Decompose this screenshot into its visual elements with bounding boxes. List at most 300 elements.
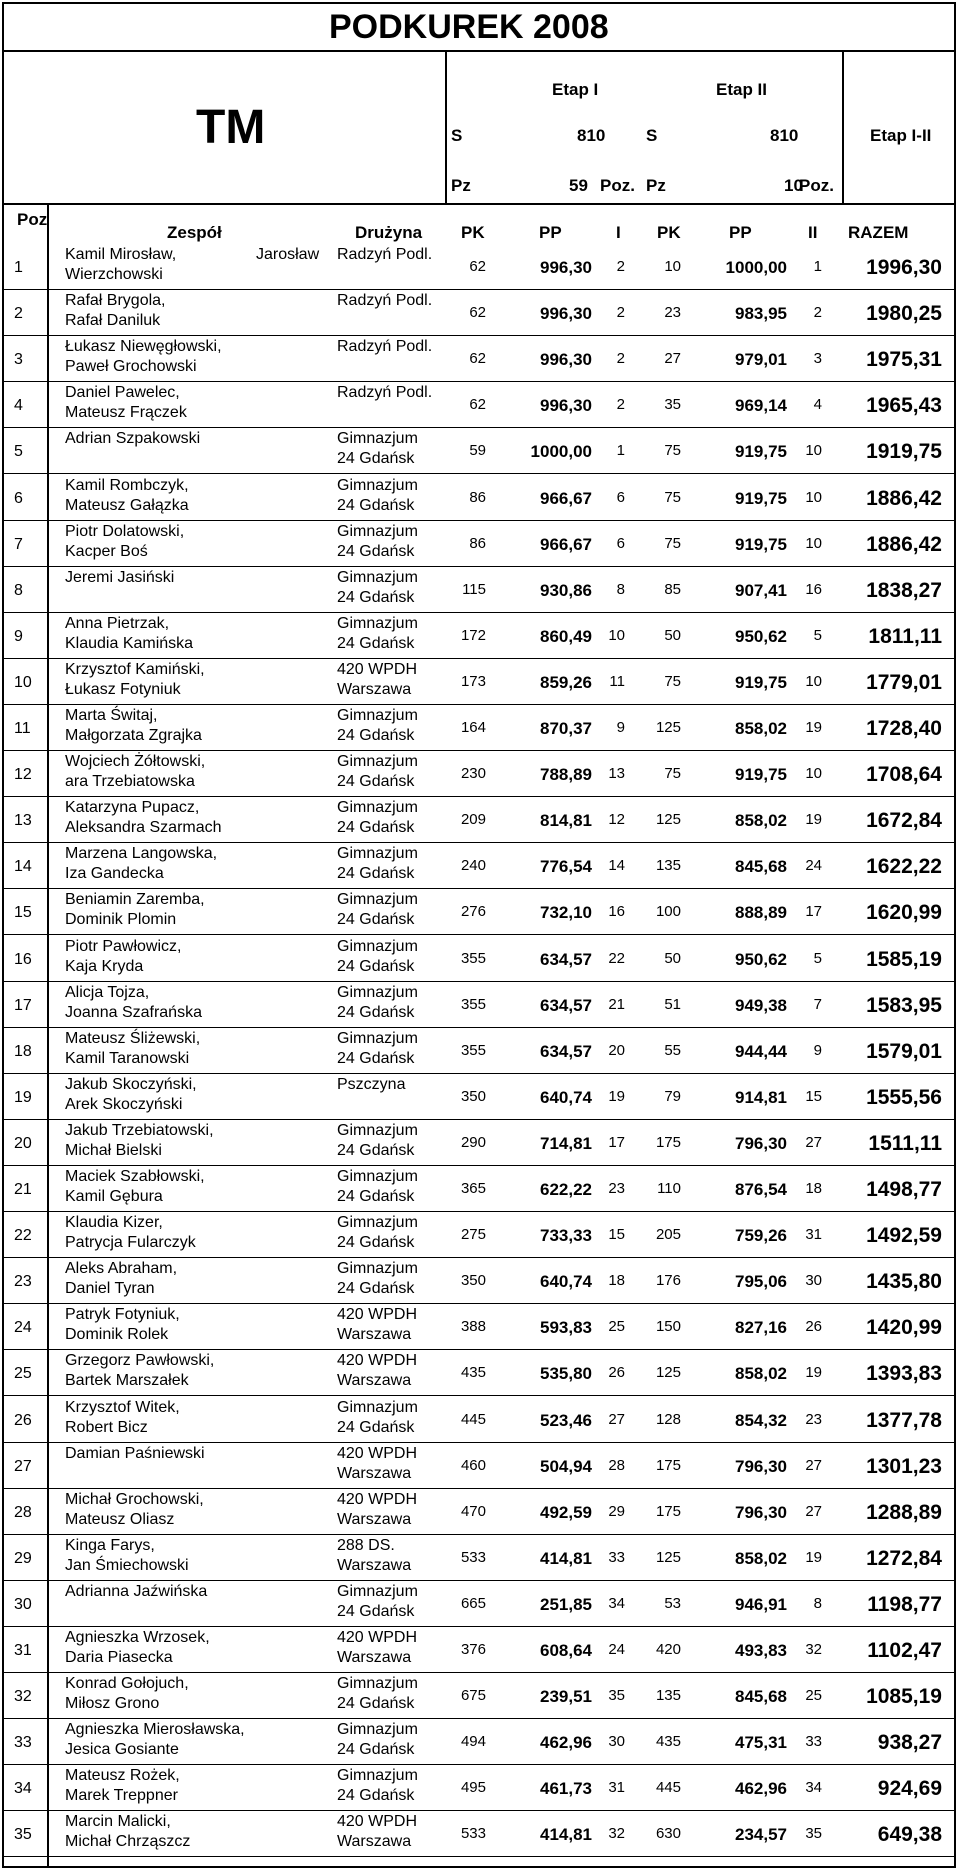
row-place2: 32 [805,1641,822,1658]
row-zespol-2: Patrycja Fularczyk [65,1234,196,1252]
row-pk1: 388 [460,1318,486,1336]
row-zespol-2: Aleksandra Szarmach [65,819,222,837]
row-zespol-2: Wierzchowski [65,266,163,283]
row-druzyna-1: Radzyń Podl. [337,384,433,402]
row-poz: 4 [14,397,23,415]
row-druzyna-2: 24 Gdańsk [337,450,415,468]
row-poz: 11 [14,720,31,737]
table-row [4,1811,954,1857]
row-pk2: 55 [664,1041,681,1059]
row-pp1: 930,86 [540,580,592,600]
row-pk2: 75 [664,488,681,506]
row-poz: 2 [14,305,23,323]
row-razem: 1811,11 [868,624,942,648]
row-place1: 9 [616,719,625,736]
row-pk1: 376 [460,1641,486,1658]
row-zespol-1: Alicja Tojza, [65,983,150,1001]
row-pk2: 630 [655,1825,681,1843]
row-pp2: 796,30 [735,1502,787,1522]
row-druzyna-2: Warszawa [337,1510,412,1528]
row-poz: 21 [14,1181,32,1198]
row-druzyna-1: 420 WPDH [337,1306,418,1324]
row-place2: 23 [805,1410,822,1428]
row-pk2: 75 [664,442,681,460]
row-place2: 15 [805,1087,822,1105]
row-razem: 1975,31 [866,348,942,372]
row-pp1: 714,81 [540,1133,592,1153]
row-pk1: 276 [460,903,486,921]
row-place2: 16 [805,580,822,598]
row-razem: 1579,01 [866,1039,942,1063]
row-zespol-1: Adrianna Jaźwińska [65,1582,208,1600]
row-razem: 649,38 [877,1823,942,1847]
row-zespol-1: Kamil Mirosław, [65,246,177,263]
row-pk2: 50 [664,626,681,644]
row-druzyna-2: 24 Gdańsk [337,1418,415,1436]
row-place2: 18 [805,1180,822,1197]
row-druzyna-2: 24 Gdańsk [337,588,415,606]
row-place2: 27 [805,1456,822,1474]
row-pk2: 420 [655,1641,681,1658]
col-header-razem: RAZEM [848,223,909,242]
row-zespol-2: Marek Treppner [65,1787,178,1805]
row-druzyna-2: 24 Gdańsk [337,819,415,837]
row-zespol-2: Arek Skoczyński [65,1095,183,1113]
row-zespol-2: Bartek Marszałek [65,1372,189,1390]
row-pp1: 996,30 [540,350,592,370]
row-pp2: 795,06 [735,1272,787,1292]
row-place2: 10 [805,442,822,460]
row-pk2: 110 [657,1180,681,1197]
row-place1: 28 [608,1456,625,1474]
row-place1: 14 [608,857,625,875]
row-pp1: 996,30 [540,258,592,277]
row-pp2: 919,75 [735,534,787,554]
row-place1: 1 [616,442,625,460]
row-zespol-1: Grzegorz Pawłowski, [65,1352,215,1370]
row-pp2: 946,91 [735,1594,787,1614]
row-druzyna-2: 24 Gdańsk [337,1141,415,1159]
row-pp1: 966,67 [540,534,592,554]
row-pk2: 125 [655,811,681,829]
row-druzyna-1: 420 WPDH [337,660,418,678]
row-razem: 1980,25 [866,302,942,326]
row-zespol-1: Piotr Pawłowicz, [65,937,182,955]
row-zespol-1: Krzysztof Witek, [65,1398,180,1416]
row-zespol-2: Dominik Plomin [65,911,177,929]
row-pp2: 949,38 [735,995,787,1015]
row-pp1: 634,57 [540,949,592,969]
row-poz: 30 [14,1595,32,1613]
row-pp2: 493,83 [735,1641,787,1660]
row-place1: 19 [608,1087,625,1105]
row-pp1: 622,22 [540,1180,592,1199]
row-zespol-1: Michał Grochowski, [65,1490,204,1508]
row-pp2: 969,14 [735,396,787,416]
row-druzyna-2: 24 Gdańsk [337,1003,415,1021]
row-pk2: 85 [664,580,681,598]
row-poz: 29 [14,1549,32,1567]
row-zespol-2: Michał Bielski [65,1141,162,1159]
row-druzyna-1: Gimnazjum [337,522,418,540]
row-druzyna-2: 24 Gdańsk [337,1787,415,1805]
row-zespol-2: Łukasz Fotyniuk [65,680,181,698]
row-razem: 938,27 [877,1731,942,1755]
row-poz: 14 [14,858,32,876]
col-header-ii: II [808,223,818,242]
row-place2: 25 [805,1687,822,1705]
row-place2: 17 [805,903,822,921]
row-zespol-1: Klaudia Kizer, [65,1214,163,1232]
row-place2: 7 [813,995,822,1013]
row-pp1: 634,57 [540,1041,592,1061]
row-druzyna-2: 24 Gdańsk [337,727,415,744]
row-poz: 20 [14,1134,32,1152]
row-druzyna-2: 24 Gdańsk [337,773,415,791]
row-druzyna-1: Gimnazjum [337,1260,418,1278]
row-zespol-2: Daria Piasecka [65,1649,173,1666]
row-razem: 1708,64 [866,763,942,787]
row-druzyna-1: Gimnazjum [337,1214,418,1232]
row-place1: 8 [616,580,625,598]
row-razem: 1838,27 [866,578,942,602]
row-druzyna-1: Gimnazjum [337,1121,418,1139]
row-razem: 1288,89 [866,1500,942,1524]
row-druzyna-1: Pszczyna [337,1075,406,1093]
row-pk1: 355 [460,995,486,1013]
row-zespol-1: Jakub Skoczyński, [65,1075,197,1093]
table-row [4,843,954,889]
row-pk1: 209 [460,811,486,829]
row-pp2: 858,02 [735,719,787,738]
row-place2: 31 [805,1226,822,1244]
row-place2: 10 [805,534,822,552]
table-row [4,1350,954,1396]
row-pk1: 460 [460,1456,486,1474]
row-razem: 1393,83 [866,1362,942,1386]
row-pp1: 239,51 [540,1687,592,1707]
row-pk2: 75 [664,765,681,783]
row-place1: 6 [616,488,625,506]
table-row [4,475,954,521]
row-poz: 31 [14,1642,32,1659]
row-razem: 1620,99 [866,901,942,925]
row-place2: 19 [805,719,822,736]
row-place1: 23 [608,1180,625,1197]
row-pk2: 128 [655,1410,681,1428]
row-zespol-1: Mateusz Rożek, [65,1767,180,1785]
row-zespol-2: ara Trzebiatowska [65,773,195,791]
row-zespol-2: Jesica Gosiante [65,1741,179,1759]
row-pp2: 827,16 [735,1318,787,1338]
row-pp1: 966,67 [540,488,592,508]
table-row [4,982,954,1028]
table-row [4,1673,954,1719]
row-poz: 22 [14,1227,32,1245]
row-zespol-1: Marzena Langowska, [65,845,218,863]
row-pp1: 608,64 [540,1641,592,1660]
row-pk2: 75 [664,534,681,552]
row-pp2: 888,89 [735,903,787,923]
row-druzyna-2: 24 Gdańsk [337,542,415,560]
col-divider-etap12 [842,50,844,203]
row-place2: 10 [805,672,822,690]
pz1-poz: Poz. [600,176,635,195]
row-zespol-2: Rafał Daniluk [65,312,161,330]
row-pk1: 173 [460,672,486,690]
table-row [4,797,954,843]
row-zespol-1: Damian Paśniewski [65,1444,205,1462]
row-pp1: 492,59 [540,1502,592,1522]
row-zespol-2: Daniel Tyran [65,1280,155,1298]
row-zespol-2: Paweł Grochowski [65,358,197,376]
row-place1: 2 [616,304,625,322]
row-pk1: 240 [460,857,486,875]
row-pp2: 919,75 [735,442,787,462]
row-druzyna-1: Gimnazjum [337,1582,418,1600]
row-pk2: 50 [664,949,681,967]
row-pp1: 640,74 [540,1272,592,1292]
row-druzyna-1: Gimnazjum [337,799,418,817]
row-pk1: 290 [460,1133,486,1151]
row-druzyna-2: 24 Gdańsk [337,1234,415,1252]
pz2-label: Pz [646,176,666,195]
table-row [4,521,954,567]
row-zespol-2: Klaudia Kamińska [65,634,194,652]
row-razem: 1965,43 [866,394,942,418]
row-pp1: 462,96 [540,1733,592,1753]
row-pp1: 523,46 [540,1410,592,1430]
row-razem: 1996,30 [866,256,942,279]
row-pk2: 205 [655,1226,681,1244]
row-druzyna-1: Gimnazjum [337,430,418,448]
row-razem: 1085,19 [866,1685,942,1709]
row-poz: 1 [14,259,23,276]
table-row [4,428,954,474]
table-row [4,1489,954,1535]
row-pk1: 62 [469,396,486,414]
etap1-label: Etap I [552,80,599,99]
row-pp2: 796,30 [735,1456,787,1476]
row-poz: 25 [14,1365,32,1383]
row-poz: 23 [14,1273,32,1291]
row-zespol-2: Kamil Gębura [65,1188,163,1205]
row-druzyna-1: Gimnazjum [337,983,418,1001]
row-pk2: 23 [664,304,681,322]
row-zespol-1: Piotr Dolatowski, [65,522,185,540]
col-header-zespol: Zespół [167,223,222,242]
row-pk1: 350 [460,1272,486,1290]
row-zespol-1: Kinga Farys, [65,1536,155,1554]
row-zespol-1: Konrad Gołojuch, [65,1675,189,1693]
row-druzyna-1: 420 WPDH [337,1352,418,1370]
row-place1: 17 [608,1133,625,1151]
row-zespol-1: Katarzyna Pupacz, [65,799,200,817]
row-zespol-2: Kamil Taranowski [65,1049,190,1067]
row-razem: 1779,01 [866,670,942,694]
row-place1: 32 [608,1825,625,1843]
row-druzyna-1: Radzyń Podl. [337,292,433,310]
row-pk2: 51 [664,995,681,1013]
row-place1: 25 [608,1318,625,1336]
row-razem: 1102,47 [867,1639,942,1662]
row-pp2: 462,96 [735,1779,787,1799]
row-pk1: 355 [460,1041,486,1059]
row-druzyna-1: 420 WPDH [337,1490,418,1508]
row-razem: 1435,80 [866,1270,942,1294]
row-druzyna-1: Gimnazjum [337,568,418,586]
row-pp1: 732,10 [540,903,592,923]
row-place2: 27 [805,1502,822,1520]
row-place2: 33 [805,1733,822,1751]
row-razem: 1672,84 [866,809,942,833]
row-poz: 26 [14,1411,32,1429]
row-pk2: 27 [664,350,681,368]
table-row [4,1212,954,1258]
row-druzyna-2: Warszawa [337,1464,412,1482]
pz2-value: 10 [784,176,803,195]
row-pk2: 125 [655,719,681,736]
row-place1: 21 [608,995,625,1013]
row-poz: 3 [14,351,23,369]
row-druzyna-1: Gimnazjum [337,1675,418,1693]
row-poz: 12 [14,766,32,784]
row-razem: 1886,42 [866,486,942,510]
etap12-label: Etap I-II [870,126,932,145]
row-place2: 1 [813,258,822,275]
row-poz: 33 [14,1734,32,1752]
row-place1: 30 [608,1733,625,1751]
row-pk1: 86 [469,488,486,506]
row-zespol-2: Kacper Boś [65,542,148,560]
row-zespol-2: Iza Gandecka [65,865,164,883]
row-poz: 5 [14,443,23,461]
row-pk1: 86 [469,534,486,552]
row-druzyna-2: Warszawa [337,1326,412,1344]
row-pk1: 365 [460,1180,486,1197]
row-pp1: 504,94 [540,1456,592,1476]
row-pk1: 665 [460,1594,486,1612]
row-pk2: 175 [655,1133,681,1151]
row-zespol-1: Łukasz Niewęgłowski, [65,338,222,356]
row-zespol-1: Agnieszka Wrzosek, [65,1629,210,1646]
row-pp1: 996,30 [540,396,592,416]
row-place1: 24 [608,1641,625,1658]
row-pp1: 251,85 [540,1594,592,1614]
col-header-druzyna: Drużyna [355,223,423,242]
row-place2: 26 [805,1318,822,1336]
row-pp2: 979,01 [735,350,787,370]
row-pp2: 845,68 [735,857,787,877]
row-pp2: 234,57 [735,1825,787,1845]
row-druzyna-1: Gimnazjum [337,1767,418,1785]
row-place2: 10 [805,488,822,506]
table-row [4,336,954,382]
row-place1: 15 [608,1226,625,1244]
row-razem: 1377,78 [866,1408,942,1432]
row-druzyna-1: Radzyń Podl. [337,338,433,356]
row-poz: 16 [14,950,32,968]
row-place1: 10 [608,626,625,644]
row-zespol-1: Jakub Trzebiatowski, [65,1121,214,1139]
row-place2: 19 [805,1548,822,1566]
row-zespol-1: Marcin Malicki, [65,1813,171,1831]
row-place1: 22 [608,949,625,967]
table-row [4,1304,954,1350]
row-druzyna-1: 420 WPDH [337,1813,418,1831]
row-pp2: 919,75 [735,672,787,692]
row-pk1: 62 [469,304,486,322]
row-place1: 33 [608,1548,625,1566]
row-druzyna-2: 24 Gdańsk [337,1602,415,1620]
pz1-label: Pz [451,176,471,195]
row-place1: 35 [608,1687,625,1705]
table-row [4,936,954,982]
table-row [4,1120,954,1166]
row-druzyna-1: Gimnazjum [337,891,418,909]
table-row [4,244,954,290]
row-poz: 27 [14,1457,32,1475]
row-place1: 20 [608,1041,625,1059]
row-pk1: 172 [460,626,486,644]
row-place2: 35 [805,1825,822,1843]
row-razem: 1420,99 [866,1316,942,1340]
row-razem: 1498,77 [866,1178,942,1201]
row-place2: 24 [805,857,822,875]
col-header-i: I [616,223,621,242]
row-divider [4,1856,954,1857]
s2-label: S [646,126,658,145]
row-pk2: 75 [664,672,681,690]
tm-label: TM [196,101,266,154]
table-row [4,705,954,751]
table-row [4,659,954,705]
row-zespol-1: Kamil Rombczyk, [65,476,189,494]
row-pp1: 860,49 [540,626,592,646]
row-place1: 6 [616,534,625,552]
row-pp1: 640,74 [540,1087,592,1107]
row-druzyna-1: Gimnazjum [337,753,418,771]
row-pp1: 461,73 [540,1779,592,1799]
row-zespol-2: Kaja Kryda [65,957,144,975]
row-poz: 10 [14,673,32,691]
row-place1: 12 [608,811,625,829]
row-pk2: 135 [655,857,681,875]
row-place2: 19 [805,1364,822,1382]
row-poz: 6 [14,489,23,507]
row-zespol-2: Miłosz Grono [65,1695,160,1713]
row-place1: 2 [616,396,625,414]
row-poz: 32 [14,1688,32,1706]
title-divider [4,50,954,52]
row-poz: 35 [14,1826,32,1844]
table-row [4,1535,954,1581]
table-row [4,1443,954,1489]
row-zespol-1: Adrian Szpakowski [65,430,201,448]
row-druzyna-1: Gimnazjum [337,1721,418,1739]
row-zespol-1: Mateusz Śliżewski, [65,1029,201,1047]
row-poz: 17 [14,996,32,1014]
s1-value: 810 [577,126,606,145]
row-pp1: 1000,00 [530,442,592,462]
row-pk2: 435 [655,1733,681,1751]
row-place2: 8 [813,1594,822,1612]
table-row [4,1765,954,1811]
row-pp2: 854,32 [735,1410,787,1430]
row-zespol-1: Marta Świtaj, [65,707,158,724]
row-poz: 18 [14,1042,32,1060]
row-pp2: 944,44 [735,1041,787,1061]
